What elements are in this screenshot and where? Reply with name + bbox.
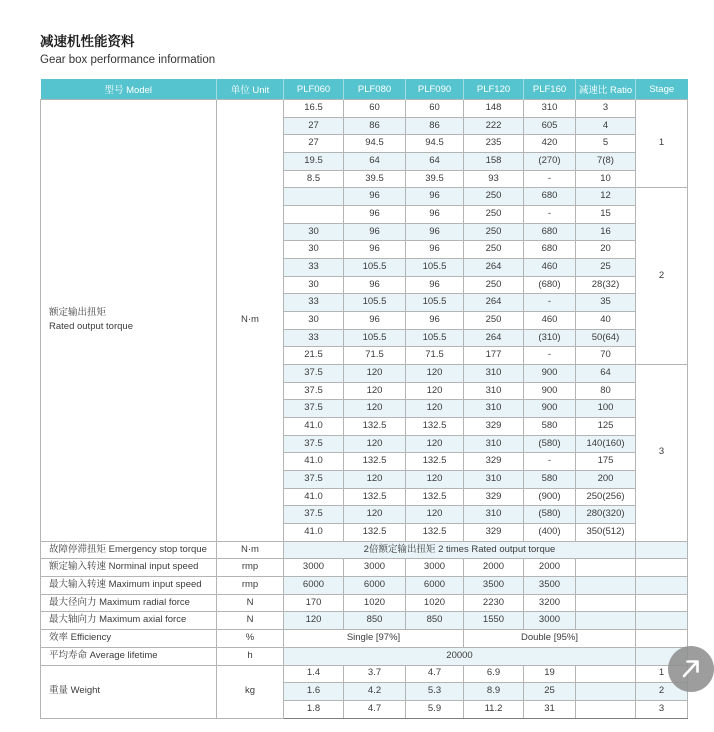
torque-value-cell: 310: [464, 435, 524, 453]
weight-value-cell: 1.8: [284, 700, 344, 718]
torque-value-cell: (270): [524, 153, 576, 171]
torque-value-cell: [284, 188, 344, 206]
ratio-cell: 4: [576, 117, 636, 135]
spec-value-cell: 3000: [406, 559, 464, 577]
torque-label-line: 额定输出扭矩: [49, 307, 107, 319]
torque-value-cell: 37.5: [284, 471, 344, 489]
ratio-cell: 125: [576, 418, 636, 436]
column-header: PLF090: [406, 79, 464, 100]
torque-value-cell: 60: [344, 100, 406, 118]
torque-value-cell: 33: [284, 329, 344, 347]
torque-value-cell: 132.5: [406, 524, 464, 542]
torque-label-cell: [41, 100, 217, 542]
ratio-empty-cell: [576, 683, 636, 701]
torque-value-cell: (400): [524, 524, 576, 542]
torque-value-cell: 30: [284, 241, 344, 259]
torque-value-cell: 30: [284, 223, 344, 241]
spec-unit-cell: N: [217, 612, 284, 630]
torque-value-cell: 580: [524, 471, 576, 489]
ratio-cell: 20: [576, 241, 636, 259]
page: [0, 30, 697, 732]
spec-value-cell: 2000: [524, 559, 576, 577]
ratio-empty-cell: [576, 594, 636, 612]
torque-value-cell: 33: [284, 259, 344, 277]
torque-value-cell: 96: [344, 276, 406, 294]
torque-value-cell: 120: [406, 382, 464, 400]
spec-left-cell: Single [97%]: [284, 630, 464, 648]
weight-stage-cell: 2: [636, 683, 688, 701]
torque-value-cell: 680: [524, 241, 576, 259]
torque-value-cell: 250: [464, 188, 524, 206]
ratio-cell: 25: [576, 259, 636, 277]
column-header: Stage: [636, 79, 688, 100]
ratio-cell: 12: [576, 188, 636, 206]
torque-value-cell: 96: [406, 188, 464, 206]
torque-value-cell: 120: [344, 435, 406, 453]
torque-value-cell: 120: [344, 400, 406, 418]
spec-value-cell: 120: [284, 612, 344, 630]
torque-value-cell: 64: [344, 153, 406, 171]
torque-value-cell: 310: [464, 471, 524, 489]
weight-value-cell: 3.7: [344, 665, 406, 683]
ratio-cell: 15: [576, 206, 636, 224]
torque-value-cell: 86: [344, 117, 406, 135]
table-row: [41, 612, 688, 630]
weight-value-cell: 4.2: [344, 683, 406, 701]
weight-value-cell: 6.9: [464, 665, 524, 683]
performance-table: [40, 79, 688, 719]
spec-unit-cell: %: [217, 630, 284, 648]
torque-value-cell: 680: [524, 223, 576, 241]
spec-value-cell: 1020: [344, 594, 406, 612]
torque-value-cell: 64: [406, 153, 464, 171]
column-header: PLF160: [524, 79, 576, 100]
stage-empty-cell: [636, 612, 688, 630]
spec-value-cell: 170: [284, 594, 344, 612]
ratio-cell: 16: [576, 223, 636, 241]
spec-value-cell: 3000: [524, 612, 576, 630]
torque-value-cell: 900: [524, 382, 576, 400]
spec-value-cell: 850: [344, 612, 406, 630]
spec-value-cell: 6000: [406, 577, 464, 595]
ratio-cell: 64: [576, 365, 636, 383]
stage-cell: 1: [636, 100, 688, 188]
ratio-cell: 80: [576, 382, 636, 400]
table-row: [41, 630, 688, 648]
torque-value-cell: 420: [524, 135, 576, 153]
table-row: [41, 665, 688, 683]
spec-value-cell: 6000: [284, 577, 344, 595]
torque-value-cell: 120: [344, 506, 406, 524]
table-row: [41, 577, 688, 595]
spec-unit-cell: N·m: [217, 541, 284, 559]
torque-value-cell: 264: [464, 259, 524, 277]
ratio-cell: 40: [576, 312, 636, 330]
ratio-cell: 200: [576, 471, 636, 489]
torque-value-cell: 37.5: [284, 435, 344, 453]
stage-cell: 2: [636, 188, 688, 365]
torque-value-cell: (580): [524, 506, 576, 524]
ratio-empty-cell: [576, 577, 636, 595]
torque-value-cell: 120: [344, 382, 406, 400]
spec-unit-cell: N: [217, 594, 284, 612]
torque-value-cell: -: [524, 347, 576, 365]
table-body: [41, 100, 688, 719]
torque-value-cell: 41.0: [284, 453, 344, 471]
ratio-cell: 175: [576, 453, 636, 471]
table-row: [41, 559, 688, 577]
torque-value-cell: 132.5: [406, 488, 464, 506]
weight-value-cell: 5.3: [406, 683, 464, 701]
ratio-empty-cell: [576, 612, 636, 630]
stage-empty-cell: [636, 594, 688, 612]
torque-value-cell: 96: [344, 188, 406, 206]
torque-value-cell: 96: [406, 241, 464, 259]
weight-value-cell: 1.4: [284, 665, 344, 683]
page-subtitle: Gear box performance information: [40, 54, 216, 66]
torque-value-cell: 71.5: [344, 347, 406, 365]
torque-value-cell: 21.5: [284, 347, 344, 365]
torque-value-cell: 19.5: [284, 153, 344, 171]
weight-unit-cell: kg: [217, 665, 284, 718]
torque-value-cell: 41.0: [284, 418, 344, 436]
torque-value-cell: 30: [284, 276, 344, 294]
weight-value-cell: 11.2: [464, 700, 524, 718]
torque-value-cell: 605: [524, 117, 576, 135]
ratio-empty-cell: [576, 700, 636, 718]
torque-value-cell: 329: [464, 524, 524, 542]
torque-value-cell: 250: [464, 312, 524, 330]
torque-value-cell: 37.5: [284, 400, 344, 418]
torque-value-cell: 60: [406, 100, 464, 118]
torque-value-cell: 222: [464, 117, 524, 135]
ratio-cell: 5: [576, 135, 636, 153]
torque-value-cell: 16.5: [284, 100, 344, 118]
table-row: [41, 647, 688, 665]
torque-value-cell: -: [524, 206, 576, 224]
arrow-up-icon: [668, 646, 714, 692]
torque-value-cell: 37.5: [284, 382, 344, 400]
torque-value-cell: 27: [284, 135, 344, 153]
column-header: PLF060: [284, 79, 344, 100]
torque-value-cell: 235: [464, 135, 524, 153]
torque-value-cell: 96: [406, 206, 464, 224]
page-title: 减速机性能资料: [40, 34, 135, 49]
weight-value-cell: 1.6: [284, 683, 344, 701]
torque-value-cell: 132.5: [344, 524, 406, 542]
torque-value-cell: 329: [464, 488, 524, 506]
torque-value-cell: 177: [464, 347, 524, 365]
torque-value-cell: 8.5: [284, 170, 344, 188]
table-row: [41, 541, 688, 559]
torque-value-cell: (680): [524, 276, 576, 294]
torque-value-cell: 310: [464, 382, 524, 400]
header-row: [41, 79, 688, 100]
torque-value-cell: (900): [524, 488, 576, 506]
torque-value-cell: 310: [464, 506, 524, 524]
torque-value-cell: 264: [464, 329, 524, 347]
torque-value-cell: 86: [406, 117, 464, 135]
ratio-cell: 3: [576, 100, 636, 118]
torque-value-cell: [284, 206, 344, 224]
spec-span-cell: 20000: [284, 647, 636, 665]
torque-value-cell: 94.5: [344, 135, 406, 153]
table-row: [41, 100, 688, 118]
ratio-cell: 28(32): [576, 276, 636, 294]
torque-value-cell: 329: [464, 453, 524, 471]
torque-value-cell: 680: [524, 188, 576, 206]
torque-value-cell: 460: [524, 312, 576, 330]
torque-value-cell: 105.5: [406, 294, 464, 312]
torque-value-cell: 30: [284, 312, 344, 330]
torque-value-cell: 132.5: [406, 453, 464, 471]
weight-value-cell: 31: [524, 700, 576, 718]
weight-stage-cell: 1: [636, 665, 688, 683]
torque-value-cell: 41.0: [284, 524, 344, 542]
torque-value-cell: 132.5: [344, 418, 406, 436]
torque-value-cell: 310: [464, 400, 524, 418]
back-to-top-button[interactable]: [668, 646, 714, 692]
torque-value-cell: -: [524, 170, 576, 188]
spec-unit-cell: rmp: [217, 559, 284, 577]
spec-value-cell: 3200: [524, 594, 576, 612]
torque-value-cell: -: [524, 453, 576, 471]
torque-value-cell: 120: [344, 365, 406, 383]
weight-value-cell: 19: [524, 665, 576, 683]
spec-value-cell: 3000: [344, 559, 406, 577]
weight-value-cell: 4.7: [406, 665, 464, 683]
spec-label-cell: 最大径向力 Maximum radial force: [41, 594, 217, 612]
weight-value-cell: 5.9: [406, 700, 464, 718]
spec-label-cell: 最大轴向力 Maximum axial force: [41, 612, 217, 630]
ratio-empty-cell: [576, 559, 636, 577]
torque-value-cell: 105.5: [344, 294, 406, 312]
ratio-cell: 10: [576, 170, 636, 188]
torque-value-cell: 96: [406, 276, 464, 294]
torque-value-cell: 264: [464, 294, 524, 312]
stage-empty-cell: [636, 559, 688, 577]
spec-value-cell: 3000: [284, 559, 344, 577]
column-header: 单位 Unit: [217, 79, 284, 100]
torque-value-cell: 329: [464, 418, 524, 436]
spec-value-cell: 1020: [406, 594, 464, 612]
torque-value-cell: 105.5: [406, 259, 464, 277]
torque-value-cell: 39.5: [344, 170, 406, 188]
torque-value-cell: 93: [464, 170, 524, 188]
spec-value-cell: 2230: [464, 594, 524, 612]
ratio-empty-cell: [576, 665, 636, 683]
spec-label-cell: 最大输入转速 Maximum input speed: [41, 577, 217, 595]
spec-unit-cell: rmp: [217, 577, 284, 595]
torque-value-cell: 120: [406, 400, 464, 418]
column-header: 型号 Model: [41, 79, 217, 100]
stage-cell: 3: [636, 365, 688, 542]
stage-empty-cell: [636, 541, 688, 559]
torque-value-cell: 250: [464, 206, 524, 224]
torque-value-cell: (310): [524, 329, 576, 347]
spec-unit-cell: h: [217, 647, 284, 665]
ratio-cell: 50(64): [576, 329, 636, 347]
torque-value-cell: 27: [284, 117, 344, 135]
spec-value-cell: 3500: [464, 577, 524, 595]
torque-value-cell: 96: [406, 223, 464, 241]
torque-value-cell: 96: [344, 312, 406, 330]
torque-unit-cell: N·m: [217, 100, 284, 542]
ratio-cell: 350(512): [576, 524, 636, 542]
torque-value-cell: 158: [464, 153, 524, 171]
spec-label-cell: 效率 Efficiency: [41, 630, 217, 648]
weight-stage-cell: 3: [636, 700, 688, 718]
torque-value-cell: 580: [524, 418, 576, 436]
torque-value-cell: 37.5: [284, 506, 344, 524]
torque-value-cell: 94.5: [406, 135, 464, 153]
stage-empty-cell: [636, 630, 688, 648]
ratio-cell: 100: [576, 400, 636, 418]
torque-value-cell: 96: [406, 312, 464, 330]
ratio-cell: 250(256): [576, 488, 636, 506]
torque-value-cell: 96: [344, 223, 406, 241]
torque-value-cell: 250: [464, 276, 524, 294]
ratio-cell: 70: [576, 347, 636, 365]
torque-value-cell: (580): [524, 435, 576, 453]
torque-value-cell: 120: [344, 471, 406, 489]
torque-value-cell: 71.5: [406, 347, 464, 365]
torque-value-cell: 37.5: [284, 365, 344, 383]
spec-span-cell: 2倍额定输出扭矩 2 times Rated output torque: [284, 541, 636, 559]
spec-label-cell: 平均寿命 Average lifetime: [41, 647, 217, 665]
ratio-cell: 35: [576, 294, 636, 312]
torque-value-cell: 148: [464, 100, 524, 118]
table-row: [41, 594, 688, 612]
spec-value-cell: 2000: [464, 559, 524, 577]
torque-value-cell: 105.5: [344, 329, 406, 347]
torque-label-line: Rated output torque: [49, 321, 133, 333]
torque-value-cell: 105.5: [406, 329, 464, 347]
torque-value-cell: 132.5: [344, 488, 406, 506]
torque-value-cell: 460: [524, 259, 576, 277]
weight-value-cell: 8.9: [464, 683, 524, 701]
torque-value-cell: 96: [344, 206, 406, 224]
torque-value-cell: 120: [406, 435, 464, 453]
torque-value-cell: 120: [406, 365, 464, 383]
torque-value-cell: 132.5: [344, 453, 406, 471]
torque-value-cell: 250: [464, 241, 524, 259]
torque-value-cell: 41.0: [284, 488, 344, 506]
spec-value-cell: 6000: [344, 577, 406, 595]
column-header: PLF120: [464, 79, 524, 100]
torque-value-cell: 900: [524, 400, 576, 418]
weight-value-cell: 25: [524, 683, 576, 701]
spec-value-cell: 3500: [524, 577, 576, 595]
ratio-cell: 7(8): [576, 153, 636, 171]
torque-value-cell: 33: [284, 294, 344, 312]
torque-value-cell: 250: [464, 223, 524, 241]
ratio-cell: 140(160): [576, 435, 636, 453]
torque-value-cell: 310: [464, 365, 524, 383]
torque-value-cell: 39.5: [406, 170, 464, 188]
spec-label-cell: 额定输入转速 Norminal input speed: [41, 559, 217, 577]
weight-label-cell: 重量 Weight: [41, 665, 217, 718]
torque-value-cell: -: [524, 294, 576, 312]
column-header: PLF080: [344, 79, 406, 100]
torque-value-cell: 105.5: [344, 259, 406, 277]
stage-empty-cell: [636, 577, 688, 595]
ratio-cell: 280(320): [576, 506, 636, 524]
weight-value-cell: 4.7: [344, 700, 406, 718]
spec-right-cell: Double [95%]: [464, 630, 636, 648]
spec-label-cell: 故障停滞扭矩 Emergency stop torque: [41, 541, 217, 559]
torque-value-cell: 120: [406, 471, 464, 489]
torque-value-cell: 96: [344, 241, 406, 259]
torque-value-cell: 132.5: [406, 418, 464, 436]
column-header: 减速比 Ratio: [576, 79, 636, 100]
spec-value-cell: 1550: [464, 612, 524, 630]
torque-value-cell: 120: [406, 506, 464, 524]
torque-value-cell: 310: [524, 100, 576, 118]
torque-value-cell: 900: [524, 365, 576, 383]
spec-value-cell: 850: [406, 612, 464, 630]
